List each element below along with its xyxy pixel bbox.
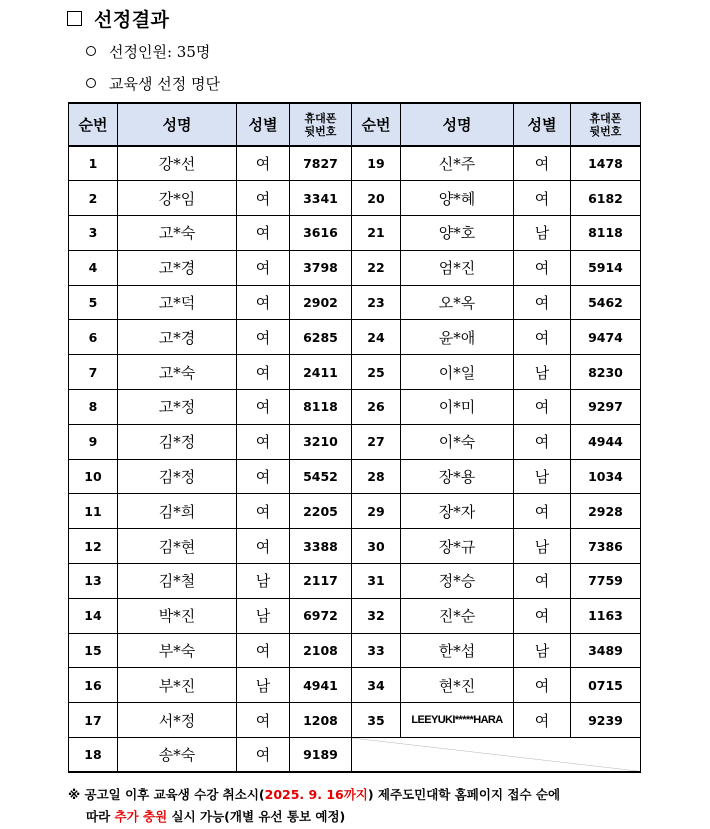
row-number: 3 xyxy=(69,216,118,251)
row-number: 24 xyxy=(352,320,401,355)
table-row xyxy=(69,564,641,599)
footnote xyxy=(68,784,668,828)
row-number: 6 xyxy=(69,320,118,355)
row-gender: 여 xyxy=(237,320,290,355)
row-phone: 5462 xyxy=(571,285,641,320)
row-phone: 7386 xyxy=(571,529,641,564)
row-name: 김*정 xyxy=(118,424,237,459)
table-row xyxy=(69,633,641,668)
row-phone: 3616 xyxy=(290,216,352,251)
row-gender: 남 xyxy=(237,564,290,599)
row-number: 22 xyxy=(352,250,401,285)
row-name: 엄*진 xyxy=(401,250,514,285)
row-name: 이*숙 xyxy=(401,424,514,459)
row-gender: 여 xyxy=(237,285,290,320)
row-number: 25 xyxy=(352,355,401,390)
row-phone: 0715 xyxy=(571,668,641,703)
header-phone-line1: 휴대폰 xyxy=(304,111,337,125)
row-name: 고*정 xyxy=(118,390,237,425)
row-number: 35 xyxy=(352,703,401,738)
header-phone xyxy=(571,103,641,146)
row-gender: 여 xyxy=(514,494,571,529)
diagonal-strike-icon xyxy=(352,738,640,771)
row-gender: 여 xyxy=(237,459,290,494)
table-row xyxy=(69,459,641,494)
row-phone: 7827 xyxy=(290,146,352,181)
row-name: 고*경 xyxy=(118,320,237,355)
row-phone: 1034 xyxy=(571,459,641,494)
row-name: 이*미 xyxy=(401,390,514,425)
reference-mark: ※ xyxy=(68,787,81,802)
bullet-text: 교육생 선정 명단 xyxy=(109,74,220,93)
checkbox-icon xyxy=(67,11,82,26)
table-row xyxy=(69,146,641,181)
table-row xyxy=(69,285,641,320)
footnote-deadline: 2025. 9. 16까지 xyxy=(264,787,368,802)
row-gender: 여 xyxy=(514,668,571,703)
row-number: 9 xyxy=(69,424,118,459)
row-name: 고*경 xyxy=(118,250,237,285)
row-gender: 여 xyxy=(514,250,571,285)
row-gender: 여 xyxy=(237,355,290,390)
header-name: 성명 xyxy=(401,103,514,146)
circle-bullet-icon xyxy=(86,78,96,88)
row-phone: 2902 xyxy=(290,285,352,320)
row-name: 양*호 xyxy=(401,216,514,251)
row-number: 8 xyxy=(69,390,118,425)
row-name: 윤*애 xyxy=(401,320,514,355)
row-phone: 2108 xyxy=(290,633,352,668)
table-row xyxy=(69,250,641,285)
row-gender: 남 xyxy=(514,216,571,251)
circle-bullet-icon xyxy=(86,46,96,56)
header-gender: 성별 xyxy=(237,103,290,146)
row-number: 26 xyxy=(352,390,401,425)
row-phone: 3388 xyxy=(290,529,352,564)
row-gender: 여 xyxy=(237,181,290,216)
header-phone-line1: 휴대폰 xyxy=(589,111,622,125)
row-phone: 2928 xyxy=(571,494,641,529)
row-phone: 3341 xyxy=(290,181,352,216)
row-number: 34 xyxy=(352,668,401,703)
row-gender: 여 xyxy=(237,529,290,564)
row-name: 송*숙 xyxy=(118,738,237,773)
empty-slot xyxy=(352,738,641,773)
row-name: 진*순 xyxy=(401,598,514,633)
row-gender: 여 xyxy=(237,390,290,425)
bullet-roster-title xyxy=(86,72,220,94)
row-gender: 남 xyxy=(237,668,290,703)
row-number: 27 xyxy=(352,424,401,459)
row-gender: 여 xyxy=(514,181,571,216)
footnote-highlight: 추가 충원 xyxy=(114,809,168,824)
row-number: 20 xyxy=(352,181,401,216)
row-name: 서*정 xyxy=(118,703,237,738)
row-number: 17 xyxy=(69,703,118,738)
table-row xyxy=(69,320,641,355)
table-row xyxy=(69,355,641,390)
table-row xyxy=(69,494,641,529)
row-name: 강*임 xyxy=(118,181,237,216)
footnote-text: 실시 가능(개별 유선 통보 예정) xyxy=(171,809,346,824)
row-number: 21 xyxy=(352,216,401,251)
row-gender: 여 xyxy=(514,285,571,320)
row-gender: 여 xyxy=(514,390,571,425)
row-gender: 여 xyxy=(514,424,571,459)
row-name: 고*덕 xyxy=(118,285,237,320)
header-phone xyxy=(290,103,352,146)
table-header-row xyxy=(69,103,641,146)
table-row xyxy=(69,181,641,216)
footnote-text: 따라 xyxy=(86,809,111,824)
row-number: 14 xyxy=(69,598,118,633)
header-name: 성명 xyxy=(118,103,237,146)
row-gender: 여 xyxy=(237,703,290,738)
row-gender: 남 xyxy=(514,459,571,494)
row-name: 장*규 xyxy=(401,529,514,564)
row-number: 12 xyxy=(69,529,118,564)
row-name: 장*자 xyxy=(401,494,514,529)
row-number: 5 xyxy=(69,285,118,320)
row-gender: 여 xyxy=(514,703,571,738)
row-phone: 6182 xyxy=(571,181,641,216)
row-phone: 2205 xyxy=(290,494,352,529)
section-title-text: 선정결과 xyxy=(94,8,170,31)
row-phone: 9189 xyxy=(290,738,352,773)
row-number: 29 xyxy=(352,494,401,529)
row-name: 김*철 xyxy=(118,564,237,599)
row-phone: 6285 xyxy=(290,320,352,355)
header-phone-line2: 뒷번호 xyxy=(304,124,337,138)
row-name: 신*주 xyxy=(401,146,514,181)
row-name: 김*정 xyxy=(118,459,237,494)
row-phone: 4941 xyxy=(290,668,352,703)
row-number: 16 xyxy=(69,668,118,703)
row-number: 19 xyxy=(352,146,401,181)
row-name: 박*진 xyxy=(118,598,237,633)
row-gender: 여 xyxy=(237,250,290,285)
row-gender: 여 xyxy=(237,424,290,459)
row-number: 30 xyxy=(352,529,401,564)
row-phone: 1208 xyxy=(290,703,352,738)
table-body xyxy=(69,146,641,772)
table-row xyxy=(69,738,641,773)
row-phone: 5452 xyxy=(290,459,352,494)
row-number: 10 xyxy=(69,459,118,494)
row-gender: 여 xyxy=(237,216,290,251)
row-name: 이*일 xyxy=(401,355,514,390)
row-number: 31 xyxy=(352,564,401,599)
row-gender: 여 xyxy=(514,598,571,633)
row-phone: 2117 xyxy=(290,564,352,599)
row-phone: 7759 xyxy=(571,564,641,599)
row-name: 부*숙 xyxy=(118,633,237,668)
table-row xyxy=(69,424,641,459)
row-name: 정*승 xyxy=(401,564,514,599)
row-number: 15 xyxy=(69,633,118,668)
row-name: 양*혜 xyxy=(401,181,514,216)
row-number: 13 xyxy=(69,564,118,599)
row-gender: 남 xyxy=(514,529,571,564)
header-phone-line2: 뒷번호 xyxy=(589,124,622,138)
row-phone: 8118 xyxy=(290,390,352,425)
footnote-text: 공고일 이후 교육생 수강 취소시( xyxy=(84,787,265,802)
row-phone: 1478 xyxy=(571,146,641,181)
row-name: 현*진 xyxy=(401,668,514,703)
row-phone: 3489 xyxy=(571,633,641,668)
row-number: 11 xyxy=(69,494,118,529)
table-row xyxy=(69,216,641,251)
header-gender: 성별 xyxy=(514,103,571,146)
row-number: 23 xyxy=(352,285,401,320)
footnote-line1 xyxy=(68,784,668,806)
row-gender: 남 xyxy=(514,355,571,390)
row-phone: 2411 xyxy=(290,355,352,390)
table-row xyxy=(69,390,641,425)
row-gender: 여 xyxy=(237,738,290,773)
row-gender: 남 xyxy=(237,598,290,633)
bullet-text: 선정인원: 35명 xyxy=(109,42,211,61)
selection-roster-table xyxy=(68,102,641,773)
table-row xyxy=(69,529,641,564)
bullet-selected-count xyxy=(86,40,210,62)
table-row xyxy=(69,598,641,633)
row-number: 33 xyxy=(352,633,401,668)
header-no: 순번 xyxy=(69,103,118,146)
row-name: 김*현 xyxy=(118,529,237,564)
row-number: 32 xyxy=(352,598,401,633)
table-row xyxy=(69,668,641,703)
row-gender: 여 xyxy=(237,146,290,181)
row-name: 고*숙 xyxy=(118,216,237,251)
row-phone: 9297 xyxy=(571,390,641,425)
row-name: 장*용 xyxy=(401,459,514,494)
row-name: 한*섭 xyxy=(401,633,514,668)
row-number: 7 xyxy=(69,355,118,390)
header-no: 순번 xyxy=(352,103,401,146)
section-title xyxy=(67,4,169,32)
row-number: 18 xyxy=(69,738,118,773)
row-name: 오*옥 xyxy=(401,285,514,320)
row-number: 28 xyxy=(352,459,401,494)
row-phone: 3210 xyxy=(290,424,352,459)
row-name: 고*숙 xyxy=(118,355,237,390)
row-number: 4 xyxy=(69,250,118,285)
row-phone: 9474 xyxy=(571,320,641,355)
row-phone: 8230 xyxy=(571,355,641,390)
row-phone: 5914 xyxy=(571,250,641,285)
footnote-text: ) 제주도민대학 홈페이지 접수 순에 xyxy=(367,787,561,802)
row-number: 1 xyxy=(69,146,118,181)
row-gender: 여 xyxy=(514,564,571,599)
row-gender: 남 xyxy=(514,633,571,668)
row-name: LEEYUKI*****HARA xyxy=(401,703,514,738)
row-gender: 여 xyxy=(514,320,571,355)
row-name: 부*진 xyxy=(118,668,237,703)
row-name: 김*희 xyxy=(118,494,237,529)
row-phone: 4944 xyxy=(571,424,641,459)
row-phone: 8118 xyxy=(571,216,641,251)
row-gender: 여 xyxy=(514,146,571,181)
row-gender: 여 xyxy=(237,633,290,668)
row-phone: 9239 xyxy=(571,703,641,738)
row-phone: 6972 xyxy=(290,598,352,633)
table-row xyxy=(69,703,641,738)
footnote-line2 xyxy=(68,806,668,828)
row-phone: 3798 xyxy=(290,250,352,285)
row-name: 강*선 xyxy=(118,146,237,181)
row-gender: 여 xyxy=(237,494,290,529)
row-phone: 1163 xyxy=(571,598,641,633)
row-number: 2 xyxy=(69,181,118,216)
